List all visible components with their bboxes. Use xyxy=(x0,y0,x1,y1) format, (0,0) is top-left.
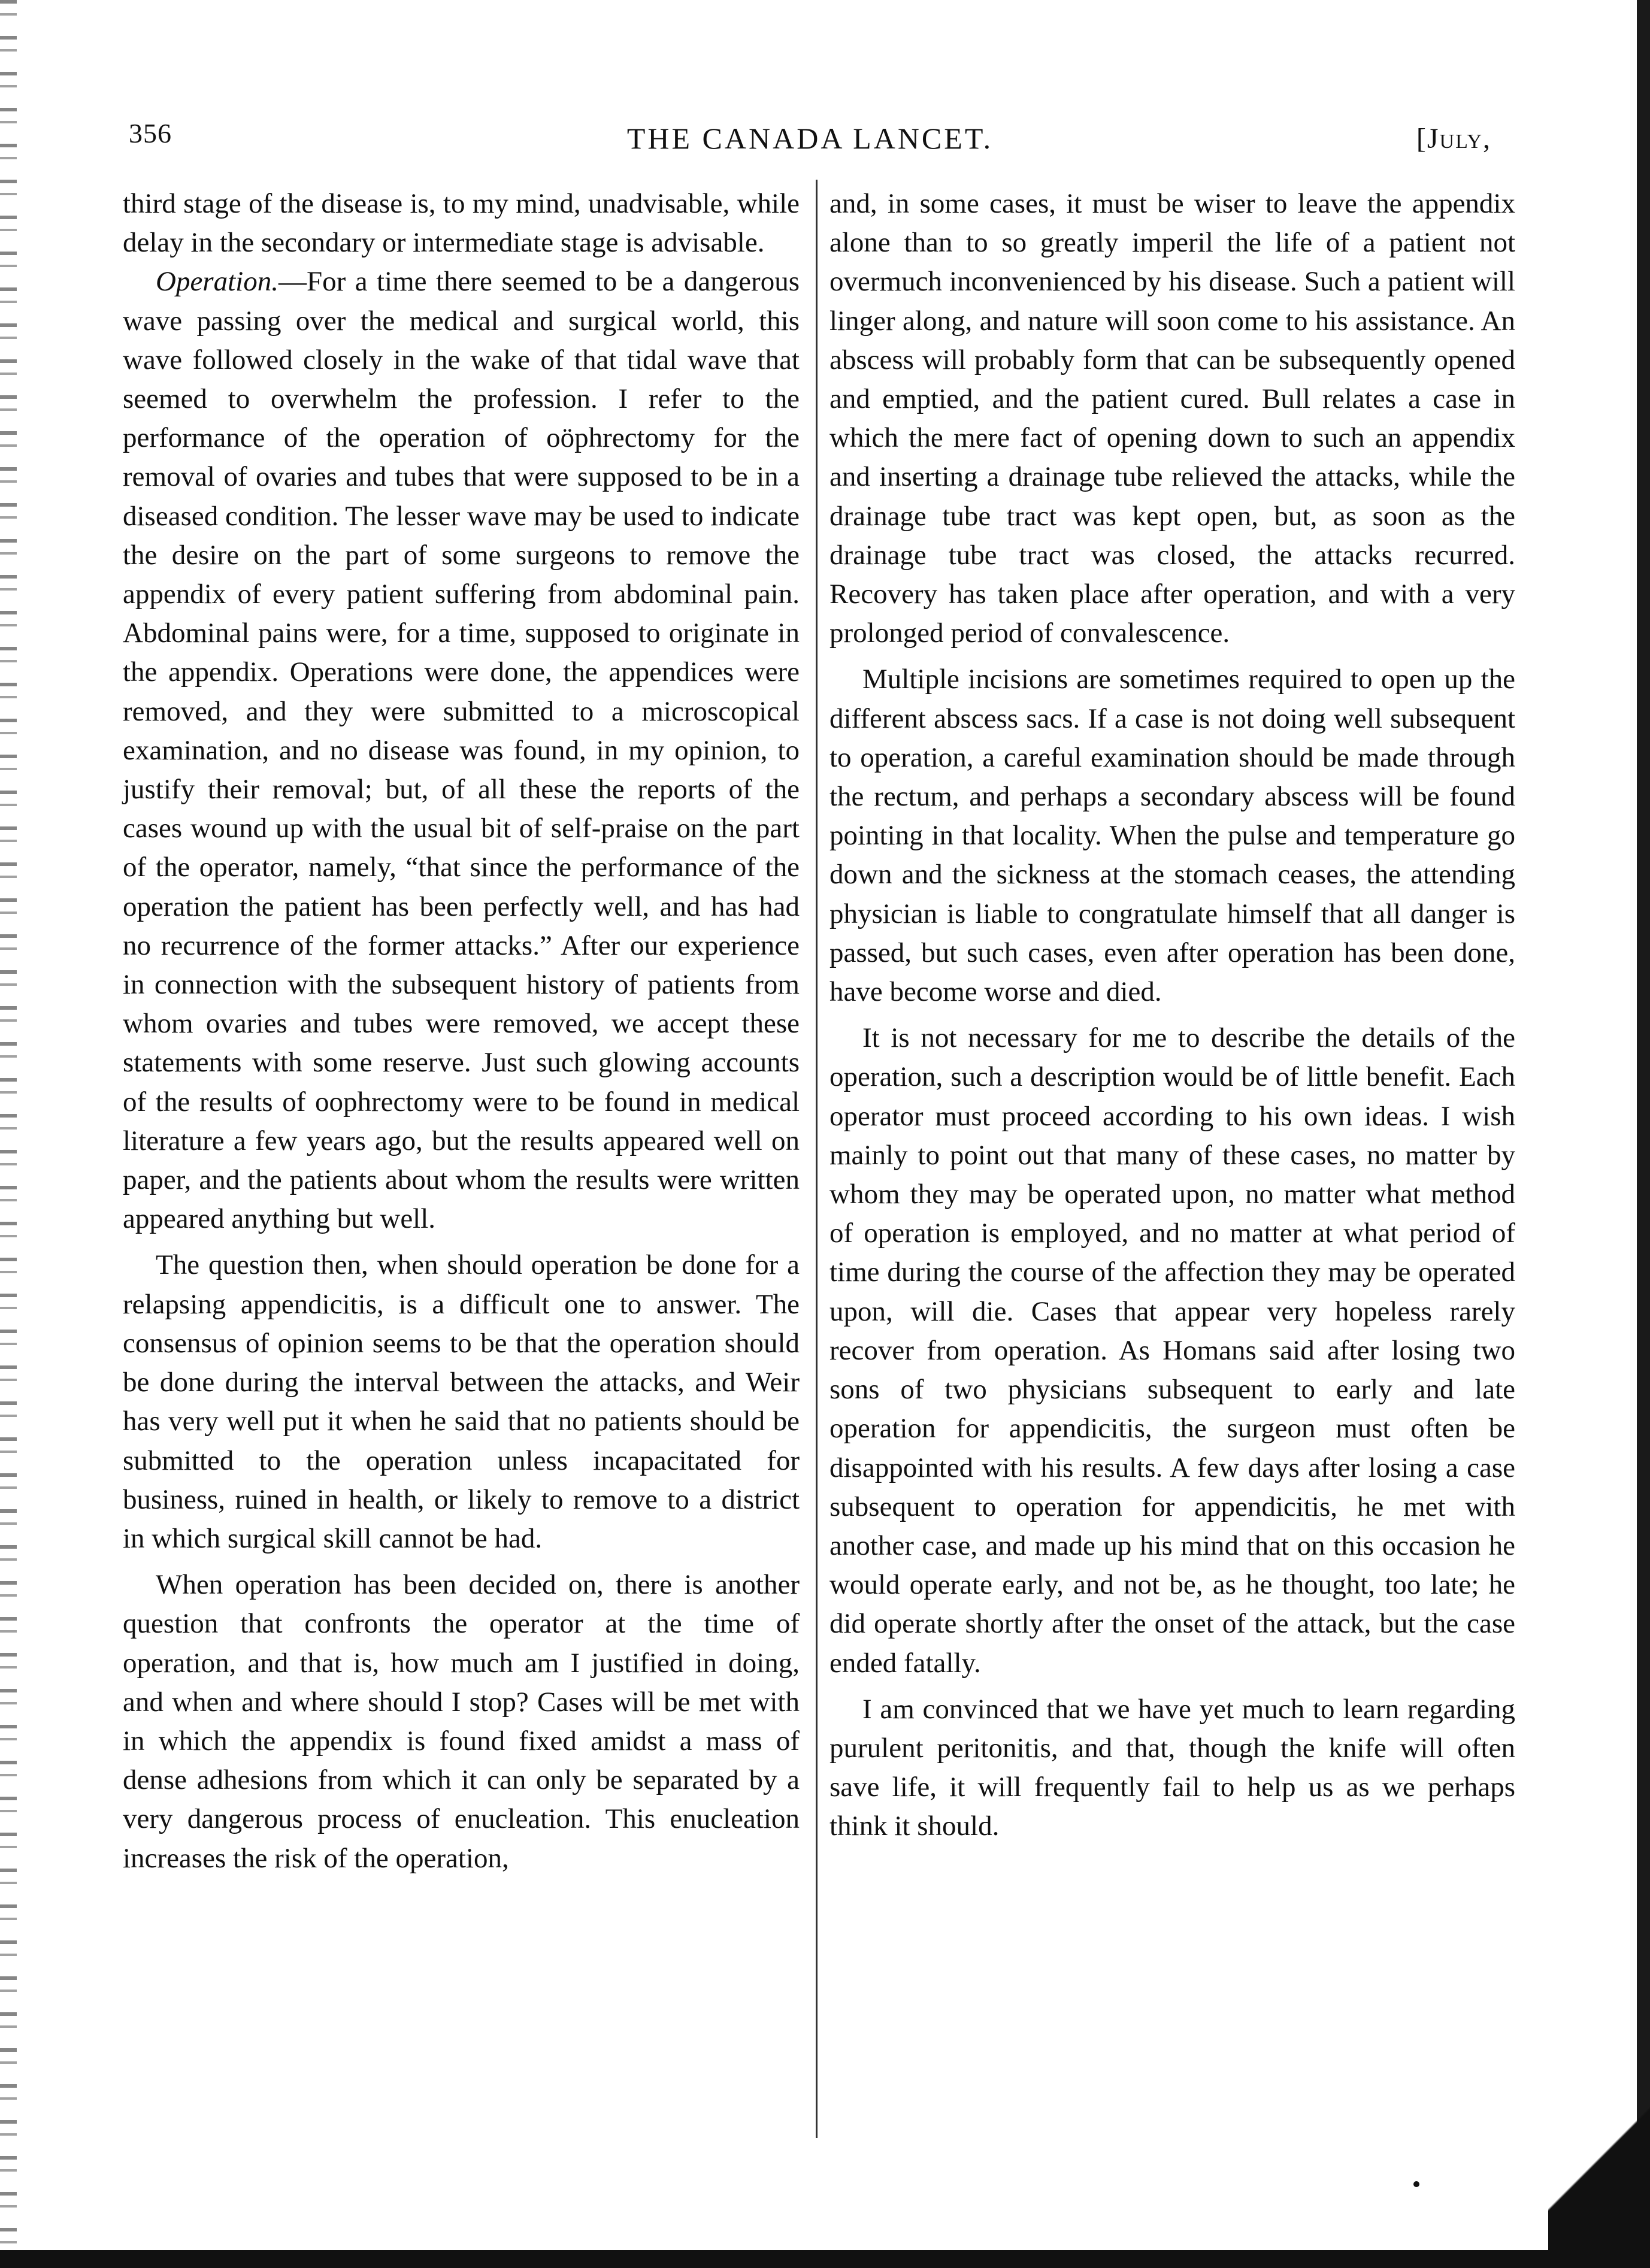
issue-month: [July, xyxy=(1416,123,1491,155)
paragraph-text: —For a time there seemed to be a dangerous wave passing over the medical and surgical world, this wave followed closely in the wake of that tidal wave that seemed to overwhelm the profession. I refer to the performance of the operation of oöphrectomy for the removal of ovaries and tubes that were supposed to be in a diseased condition. The lesser wave may be used to indicate the desire on the part of some surgeons to remove the appendix of every patient suffering from abdominal pain. Abdominal pains were, for a time, supposed to originate in the appendix. Operations were done, the appendices were removed, and they were submitted to a microscopical examination, and no disease was found, in my opinion, to justify their removal; but, of all these the reports of the cases wound up with the usual bit of self-praise on the part of the operator, namely, “that since the performance of the operation the patient has been perfectly well, and has had no recurrence of the former attacks.” After our experience in connection with the subsequent history of patients from whom ovaries and tubes were removed, we accept these statements with some reserve. Just such glowing accounts of the results of oophrectomy were to be found in medical literature a few years ago, but the results appeared well on paper, and the patients about whom the results were written appeared anything but well. xyxy=(123,266,800,1235)
scan-page-edge xyxy=(1637,0,1650,2268)
paragraph: Multiple incisions are sometimes required to open up the different abscess sacs. If a case is not doing well subsequent to operation, a careful examination should be made through the rectum, and perhaps a secondary abscess will be found pointing in that locality. When the pulse and temperature go down and the sickness at the stomach ceases, the attending physician is liable to congratulate himself that all danger is passed, but such cases, even after operation has been done, have become worse and died. xyxy=(829,664,1515,1008)
paragraph: The question then, when should operation be done for a relapsing appendicitis, is a difficult one to answer. The consensus of opinion seems to be that the operation should be done during the interval between the attacks, and Weir has very well put it when he said that no patients should be submitted to the operation unless incapacitated for business, ruined in health, or likely to remove to a district in which surgical skill cannot be had. xyxy=(123,1249,800,1554)
running-title: THE CANADA LANCET. xyxy=(626,122,994,155)
paragraph: and, in some cases, it must be wiser to leave the appendix alone than to so greatly imperil the life of a patient not overmuch inconvenienced by his disease. Such a patient will linger along, and nature will soon come to his assistance. An abscess will probably form that can be subsequently opened and emptied, and the patient cured. Bull relates a case in which the mere fact of opening down to such an appendix and inserting a drainage tube relieved the attacks, while the drainage tube tract was kept open, but, as soon as the drainage tube tract was closed, the attacks recurred. Recovery has taken place after operation, and with a very prolonged period of convalescence. xyxy=(829,188,1515,649)
paragraph: third stage of the disease is, to my mind, unadvisable, while delay in the secondary or intermediate stage is advisable. xyxy=(123,188,800,259)
paragraph: I am convinced that we have yet much to learn regarding purulent peritonitis, and that, though the knife will often save life, it will frequently fail to help us as we perhaps think it should. xyxy=(829,1693,1515,1842)
paragraph: When operation has been decided on, there is another question that confronts the operator at the time of operation, and that is, how much am I justified in doing, and when and where should I stop? Cases will be met with in which the appendix is found fixed amidst a mass of dense adhesions from which it can only be separated by a very dangerous process of enucleation. This enucleation increases the risk of the operation, xyxy=(123,1569,800,1874)
page-number: 356 xyxy=(129,118,172,149)
right-column xyxy=(829,184,1515,1846)
paragraph: It is not necessary for me to describe the details of the operation, such a description would be of little benefit. Each operator must proceed according to his own ideas. I wish mainly to point out that many of these cases, no matter by whom they may be operated upon, no matter what method of operation is employed, and no matter at what period of time during the course of the affection they may be operated upon, will die. Cases that appear very hopeless rarely recover from operation. As Homans said after losing two sons of two physicians subsequent to early and late operation for appendicitis, the surgeon must often be disappointed with his results. A few days after losing a case subsequent to operation for appendicitis, he met with another case, and made up his mind that on this occasion he would operate early, and not be, as he thought, too late; he did operate shortly after the onset of the attack, but the case ended fatally. xyxy=(829,1022,1515,1679)
column-divider xyxy=(816,180,818,2138)
scan-binding-edge xyxy=(0,0,17,2268)
end-mark-dot xyxy=(1413,2181,1419,2187)
scan-curled-corner xyxy=(1548,2076,1650,2268)
scan-bottom-edge xyxy=(0,2250,1650,2268)
running-header xyxy=(129,117,1491,159)
section-lead-in: Operation. xyxy=(156,266,278,298)
paragraph-operation xyxy=(123,262,800,1239)
left-column xyxy=(123,184,800,1878)
